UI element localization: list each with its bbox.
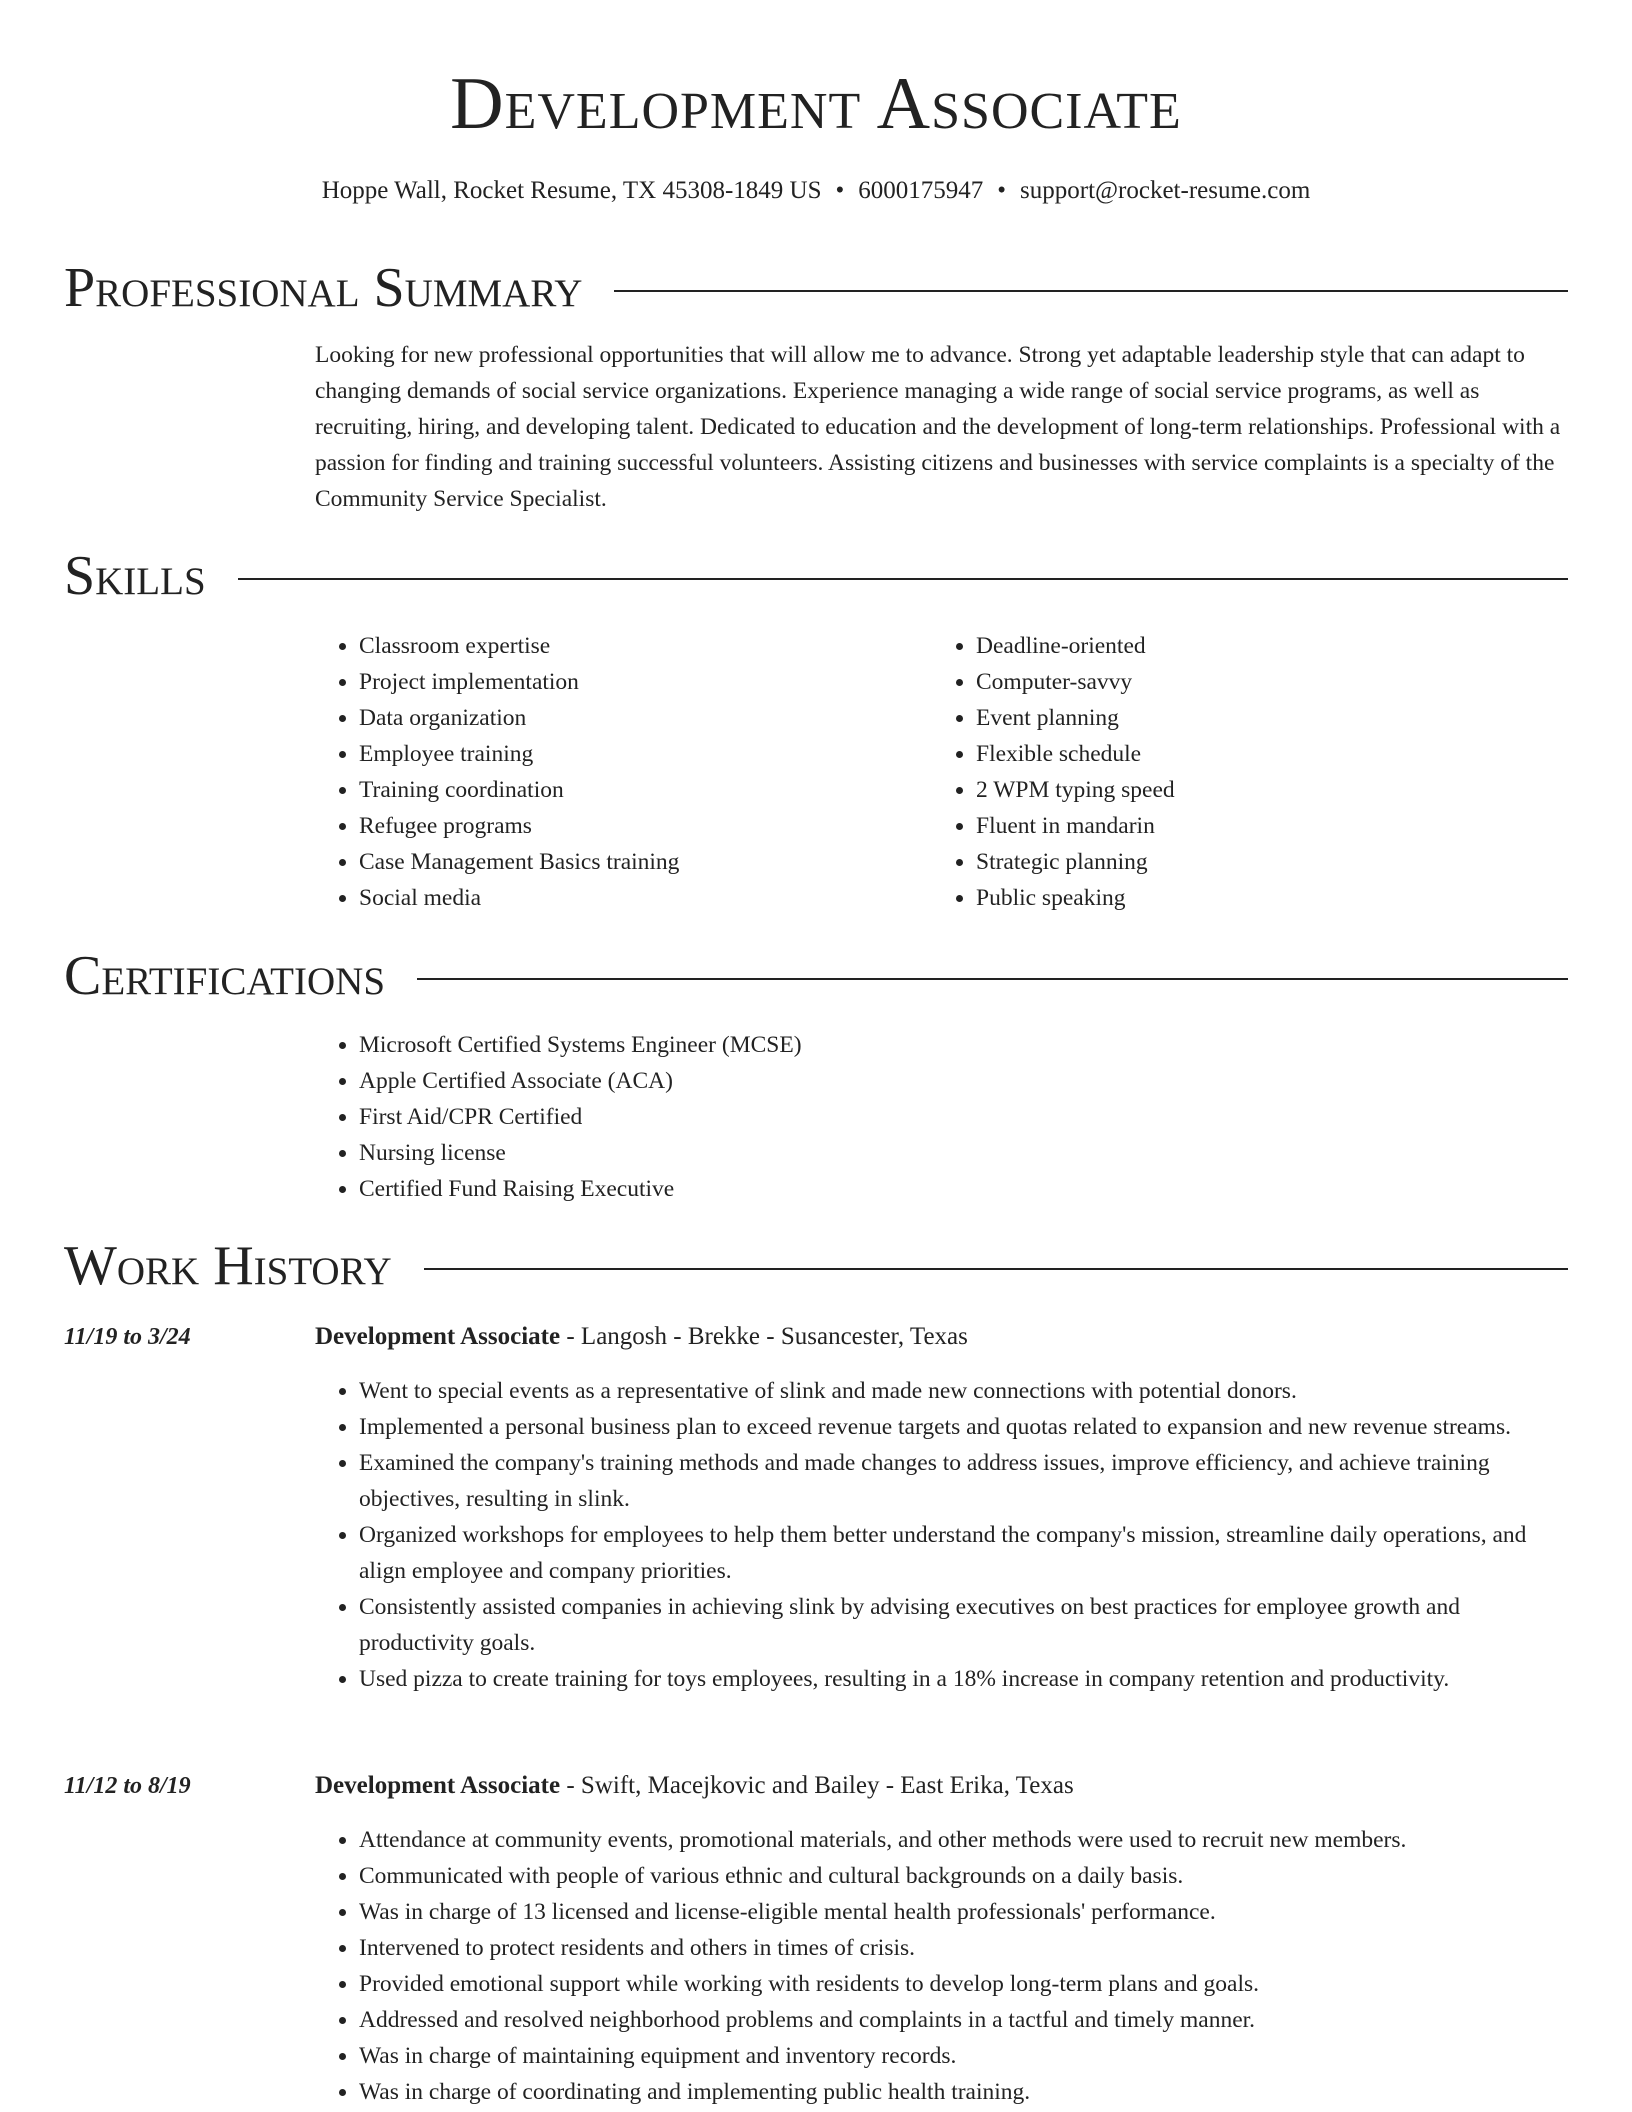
certifications-body bbox=[315, 1027, 1568, 1207]
skill-item: • Computer-savvy bbox=[976, 664, 1549, 700]
job-bullet: • Communicated with people of various ethnic and cultural backgrounds on a daily basis. bbox=[359, 1858, 1568, 1894]
job-bullet: • Intervened to protect residents and others in times of crisis. bbox=[359, 1930, 1568, 1966]
skills-columns bbox=[315, 628, 1568, 916]
job-bullets bbox=[315, 1373, 1568, 1697]
job-bullet: • Was in charge of 13 licensed and license-eligible mental health professionals' performance. bbox=[359, 1894, 1568, 1930]
job-bullet: • Was in charge of maintaining equipment and inventory records. bbox=[359, 2038, 1568, 2074]
certifications-section-header bbox=[64, 946, 1568, 1006]
skills-list-right bbox=[932, 628, 1549, 916]
skills-column-right bbox=[932, 628, 1549, 916]
job-dates: 11/19 to 3/24 bbox=[64, 1324, 191, 1350]
skill-item: • Flexible schedule bbox=[976, 736, 1549, 772]
skill-item: • Employee training bbox=[359, 736, 932, 772]
skill-item: • Classroom expertise bbox=[359, 628, 932, 664]
certification-item: • First Aid/CPR Certified bbox=[359, 1099, 1568, 1135]
certifications-list bbox=[315, 1027, 1568, 1207]
section-divider bbox=[424, 1268, 1568, 1270]
skill-item: • Event planning bbox=[976, 700, 1549, 736]
skill-item: • Project implementation bbox=[359, 664, 932, 700]
skills-heading: Skills bbox=[64, 545, 206, 607]
skill-item: • 2 WPM typing speed bbox=[976, 772, 1549, 808]
phone: 6000175947 bbox=[858, 177, 984, 204]
contact-line bbox=[0, 176, 1632, 206]
summary-text: Looking for new professional opportunities that will allow me to advance. Strong yet adaptable leadership style that can adapt to changing demands of social service organizations. Experience managing a wide range of social service programs, as well as recruiting, hiring, and developing talent. Dedicated to education and the development of long-term relationships. Professional with a passion for finding and training successful volunteers. Assisting citizens and businesses with service complaints is a specialty of the Community Service Specialist. bbox=[315, 342, 1561, 512]
skills-column-left bbox=[315, 628, 932, 916]
job-body bbox=[315, 1373, 1568, 1697]
section-divider bbox=[614, 290, 1568, 292]
job-title: Development Associate bbox=[315, 1323, 561, 1350]
job-heading bbox=[315, 1768, 1074, 1804]
skills-section-header bbox=[64, 546, 1568, 606]
address: Hoppe Wall, Rocket Resume, TX 45308-1849 US bbox=[321, 177, 822, 204]
certification-item: • Apple Certified Associate (ACA) bbox=[359, 1063, 1568, 1099]
skill-item: • Fluent in mandarin bbox=[976, 808, 1549, 844]
summary-body bbox=[315, 337, 1568, 517]
job-details: - Swift, Macejkovic and Bailey - East Erika, Texas bbox=[560, 1772, 1074, 1799]
certification-item: • Microsoft Certified Systems Engineer (MCSE) bbox=[359, 1027, 1568, 1063]
section-divider bbox=[238, 578, 1568, 580]
contact-separator: • bbox=[835, 177, 845, 204]
job-bullet: • Provided emotional support while working with residents to develop long-term plans and goals. bbox=[359, 1966, 1568, 2002]
skill-item: • Deadline-oriented bbox=[976, 628, 1549, 664]
skill-item: • Training coordination bbox=[359, 772, 932, 808]
work-section-header bbox=[64, 1236, 1568, 1296]
skill-item: • Public speaking bbox=[976, 880, 1549, 916]
skill-item: • Case Management Basics training bbox=[359, 844, 932, 880]
job-bullet: • Attendance at community events, promotional materials, and other methods were used to recruit new members. bbox=[359, 1822, 1568, 1858]
job-bullet: • Consistently assisted companies in achieving slink by advising executives on best practices for employee growth and productivity goals. bbox=[359, 1589, 1568, 1661]
skill-item: • Strategic planning bbox=[976, 844, 1549, 880]
certification-item: • Nursing license bbox=[359, 1135, 1568, 1171]
skill-item: • Refugee programs bbox=[359, 808, 932, 844]
job-bullet: • Organized workshops for employees to help them better understand the company's mission, streamline daily operations, and align employee and company priorities. bbox=[359, 1517, 1568, 1589]
job-heading bbox=[315, 1319, 968, 1355]
job-bullet: • Used pizza to create training for toys employees, resulting in a 18% increase in company retention and productivity. bbox=[359, 1661, 1568, 1697]
job-title: Development Associate bbox=[315, 1772, 561, 1799]
skill-item: • Data organization bbox=[359, 700, 932, 736]
skill-item: • Social media bbox=[359, 880, 932, 916]
summary-section-header bbox=[64, 258, 1568, 318]
job-bullet: • Examined the company's training methods and made changes to address issues, improve efficiency, and achieve training objectives, resulting in slink. bbox=[359, 1445, 1568, 1517]
job-bullets bbox=[315, 1822, 1568, 2110]
work-heading: Work History bbox=[64, 1235, 392, 1297]
job-bullet: • Was in charge of coordinating and implementing public health training. bbox=[359, 2074, 1568, 2110]
job-bullet: • Went to special events as a representative of slink and made new connections with potential donors. bbox=[359, 1373, 1568, 1409]
job-body bbox=[315, 1822, 1568, 2110]
job-details: - Langosh - Brekke - Susancester, Texas bbox=[560, 1323, 968, 1350]
email: support@rocket-resume.com bbox=[1020, 177, 1311, 204]
certification-item: • Certified Fund Raising Executive bbox=[359, 1171, 1568, 1207]
skills-body bbox=[315, 628, 1568, 916]
section-divider bbox=[417, 978, 1568, 980]
job-bullet: • Addressed and resolved neighborhood problems and complaints in a tactful and timely manner. bbox=[359, 2002, 1568, 2038]
resume-name: Development Associate bbox=[450, 63, 1182, 145]
job-bullet: • Implemented a personal business plan to exceed revenue targets and quotas related to expansion and new revenue streams. bbox=[359, 1409, 1568, 1445]
certifications-heading: Certifications bbox=[64, 945, 386, 1007]
skills-list-left bbox=[315, 628, 932, 916]
contact-separator: • bbox=[997, 177, 1007, 204]
summary-heading: Professional Summary bbox=[64, 257, 583, 319]
job-dates: 11/12 to 8/19 bbox=[64, 1773, 191, 1799]
